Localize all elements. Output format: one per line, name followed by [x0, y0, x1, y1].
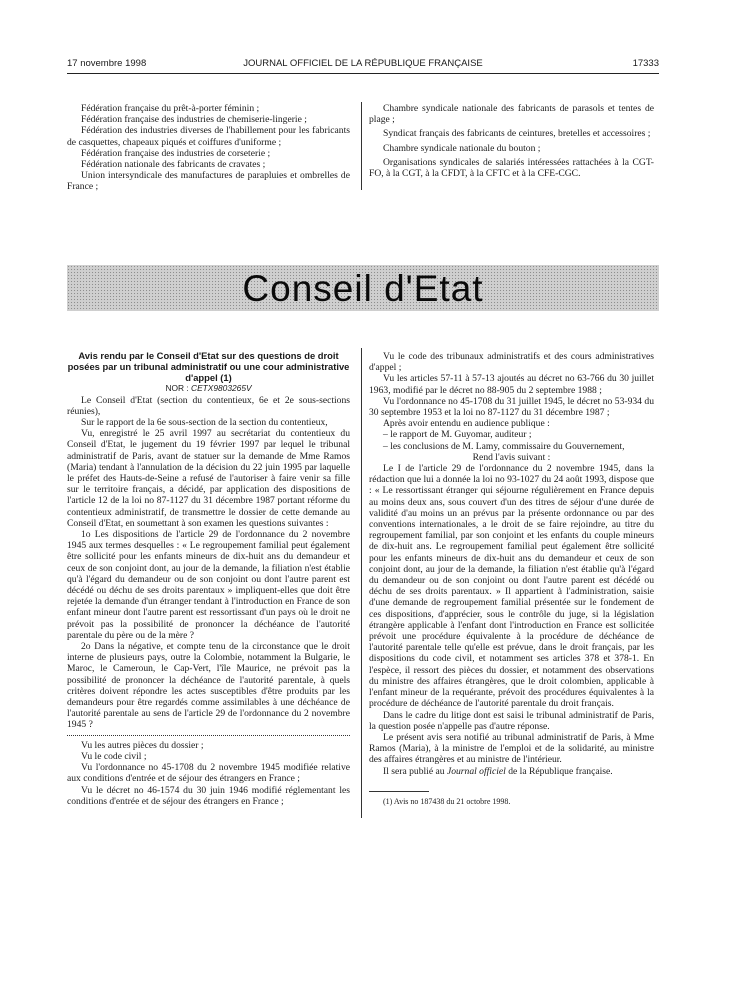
footnote: (1) Avis no 187438 du 21 octobre 1998.	[383, 796, 511, 806]
section-banner	[67, 265, 659, 311]
top-left-list	[67, 103, 350, 193]
avis-title: Avis rendu par le Conseil d'Etat sur des questions de droit posées par un tribunal administratif ou une cour administrative d'appel (1)	[67, 350, 350, 383]
list-item: – le rapport de M. Guyomar, auditeur ;	[383, 429, 654, 440]
list-item: Chambre syndicale nationale des fabricants de parasols et tentes de plage ;	[369, 103, 654, 126]
list-item: Fédération française du prêt-à-porter féminin ;	[81, 103, 260, 114]
left-column	[67, 351, 350, 807]
section-title: Conseil d'Etat	[242, 268, 484, 309]
list-item: Union intersyndicale des manufactures de parapluies et ombrelles de France ;	[67, 170, 350, 193]
header-date: 17 novembre 1998	[67, 58, 147, 69]
question-1: 1o Les dispositions de l'article 29 de l'ordonnance du 2 novembre 1945 aux termes desquelles : « Le regroupement familial peut également être sollicité pour les enfants mineurs de dix-huit ans du demandeur et ceux de son conjoint dont, au jour de la demande, la filiation n'est établie qu'à l'égard du demandeur ou de son conjoint ou dont l'autre parent est décédé ou déchu de ses droits parentaux » impliquent-elles que doit être rejetée la demande d'un étranger tendant à l'introduction en France de son enfant mineur dont l'autre parent est ressortissant d'un pays où le droit ne prévoit pas la possibilité de prononcer la déchéance de l'autorité parentale du père ou de la mère ?	[67, 529, 350, 641]
paragraph: Le présent avis sera notifié au tribunal administratif de Paris, à Mme Ramos (Maria), à la ministre de l'emploi et de la solidarité, au ministre des affaires étrangères et au ministre de l'intérieur.	[369, 731, 654, 766]
list-item: Chambre syndicale nationale du bouton ;	[383, 142, 541, 154]
list-item: Fédération des industries diverses de l'habillement pour les fabricants de casquettes, chapeaux piqués et coiffures d'uniforme ;	[67, 125, 350, 148]
list-item: Organisations syndicales de salariés intéressées rattachées à la CGT-FO, à la CGT, à la CFDT, à la CFTC et à la CFE-CGC.	[369, 156, 654, 180]
list-item: Fédération française des industries de corseterie ;	[81, 147, 271, 159]
nor-reference	[67, 383, 350, 394]
visa: Vu les articles 57-11 à 57-13 ajoutés au décret no 63-766 du 30 juillet 1963, modifié par le décret no 88-905 du 2 septembre 1988 ;	[369, 373, 654, 396]
list-item: – les conclusions de M. Lamy, commissaire du Gouvernement,	[383, 441, 654, 452]
header-page-number: 17333	[632, 58, 659, 69]
running-header	[67, 58, 659, 72]
visa: Vu l'ordonnance no 45-1708 du 2 novembre 1945 modifiée relative aux conditions d'entrée et de séjour des étrangers en France ;	[67, 762, 350, 785]
paragraph: Sur le rapport de la 6e sous-section de la section du contentieux,	[81, 417, 328, 428]
journal-name: Journal officiel	[446, 765, 506, 777]
paragraph: Après avoir entendu en audience publique :	[383, 418, 550, 430]
paragraph: Le Conseil d'Etat (section du contentieux, 6e et 2e sous-sections réunies),	[67, 394, 350, 417]
publication-line	[369, 766, 654, 777]
nor-label: NOR :	[165, 383, 189, 394]
publication-text-end: de la République française.	[505, 765, 613, 777]
hearing-list	[369, 429, 654, 451]
visa: Vu le décret no 46-1574 du 30 juin 1946 modifié réglementant les conditions d'entrée et de séjour des étrangers en France ;	[67, 784, 350, 807]
top-right-list	[369, 103, 654, 179]
right-column	[369, 351, 654, 807]
list-item: Syndicat français des fabricants de ceintures, bretelles et accessoires ;	[383, 128, 651, 140]
nor-code: CETX9803265V	[191, 383, 252, 394]
column-divider	[361, 102, 362, 190]
visa: Vu le code des tribunaux administratifs et des cours administratives d'appel ;	[369, 351, 654, 374]
paragraph: Dans le cadre du litige dont est saisi le tribunal administratif de Paris, la question posée n'appelle pas d'autre réponse.	[369, 709, 654, 732]
list-item: Fédération française des industries de chemiserie-lingerie ;	[81, 114, 307, 126]
column-divider	[361, 348, 362, 818]
visa: Vu l'ordonnance no 45-1708 du 31 juillet 1945, le décret no 53-934 du 30 septembre 1953 et la loi no 87-1127 du 31 décembre 1987 ;	[369, 395, 654, 419]
header-journal-title: JOURNAL OFFICIEL DE LA RÉPUBLIQUE FRANÇAISE	[243, 58, 483, 69]
list-item: Fédération nationale des fabricants de cravates ;	[81, 159, 266, 171]
question-2: 2o Dans la négative, et compte tenu de la circonstance que le droit interne de plusieurs pays, outre la Colombie, notamment la Bulgarie, le Maroc, le Cameroun, le Cap-Vert, l'île Maurice, ne prévoit pas la possibilité de prononcer la déchéance de l'autorité parentale, à quels critères doivent répondre les actes susceptibles d'être produits par les demandeurs pour être regardés comme assimilables à une déchéance de l'autorité parentale au sens de l'article 29 de l'ordonnance du 2 novembre 1945 ?	[67, 641, 350, 731]
visa: Vu les autres pièces du dossier ;	[81, 739, 204, 751]
paragraph: Vu, enregistré le 25 avril 1997 au secrétariat du contentieux du Conseil d'Etat, le jugement du 19 février 1997 par lequel le tribunal administratif de Paris, avant de statuer sur la demande de Mme Ramos (Maria) tendant à l'annulation de la décision du 22 juin 1995 par laquelle le préfet des Hauts-de-Seine a refusé de l'autoriser à faire venir sa fille sur le territoire français, a décidé, par application des dispositions de l'article 12 de la loi no 87-1127 du 31 décembre 1987 portant réforme du contentieux administratif, de transmettre le dossier de cette demande au Conseil d'Etat, en soumettant à son examen les questions suivantes :	[67, 428, 350, 529]
dotted-rule	[67, 735, 350, 736]
header-rule	[67, 73, 659, 74]
visa: Vu le code civil ;	[81, 750, 147, 762]
footnote-rule	[369, 791, 429, 792]
rend-avis-heading: Rend l'avis suivant :	[472, 451, 551, 463]
avis-body: Le I de l'article 29 de l'ordonnance du 2 novembre 1945, dans la rédaction que lui a donnée la loi no 93-1027 du 24 août 1993, dispose que : « Le ressortissant étranger qui séjourne régulièrement en France depuis au moins deux ans, sous couvert d'un des titres de séjour d'une durée de validité d'au moins un an prévus par la présente ordonnance ou par des conventions internationales, a le droit de se faire rejoindre, au titre du regroupement familial, par son conjoint et les enfants du couple mineurs de dix-huit ans. Le regroupement familial peut également être sollicité pour les enfants mineurs de dix-huit ans du demandeur et ceux de son conjoint dont, au jour de la demande, la filiation n'est établie qu'à l'égard du demandeur ou de son conjoint ou dont l'autre parent est décédé ou déchu de ses droits parentaux. » Il appartient à l'administration, saisie d'une demande de regroupement familial présentée sur le fondement de ces dispositions, d'apprécier, sous le contrôle du juge, si la législation étrangère applicable à l'enfant dont l'introduction en France est sollicitée prévoit une procédure équivalente à la procédure de déchéance de l'autorité parentale telle qu'elle est prévue, dans le droit français, par les dispositions du code civil, et notamment ses articles 378 et 378-1. En l'espèce, il ressort des pièces du dossier, et notamment des observations du ministre des affaires étrangères, que le droit colombien, applicable à l'enfant mineur de la requérante, prévoit des procédures équivalentes à la procédure de déchéance de l'autorité parentale du droit français.	[369, 463, 654, 710]
publication-text: Il sera publié au	[383, 765, 447, 777]
